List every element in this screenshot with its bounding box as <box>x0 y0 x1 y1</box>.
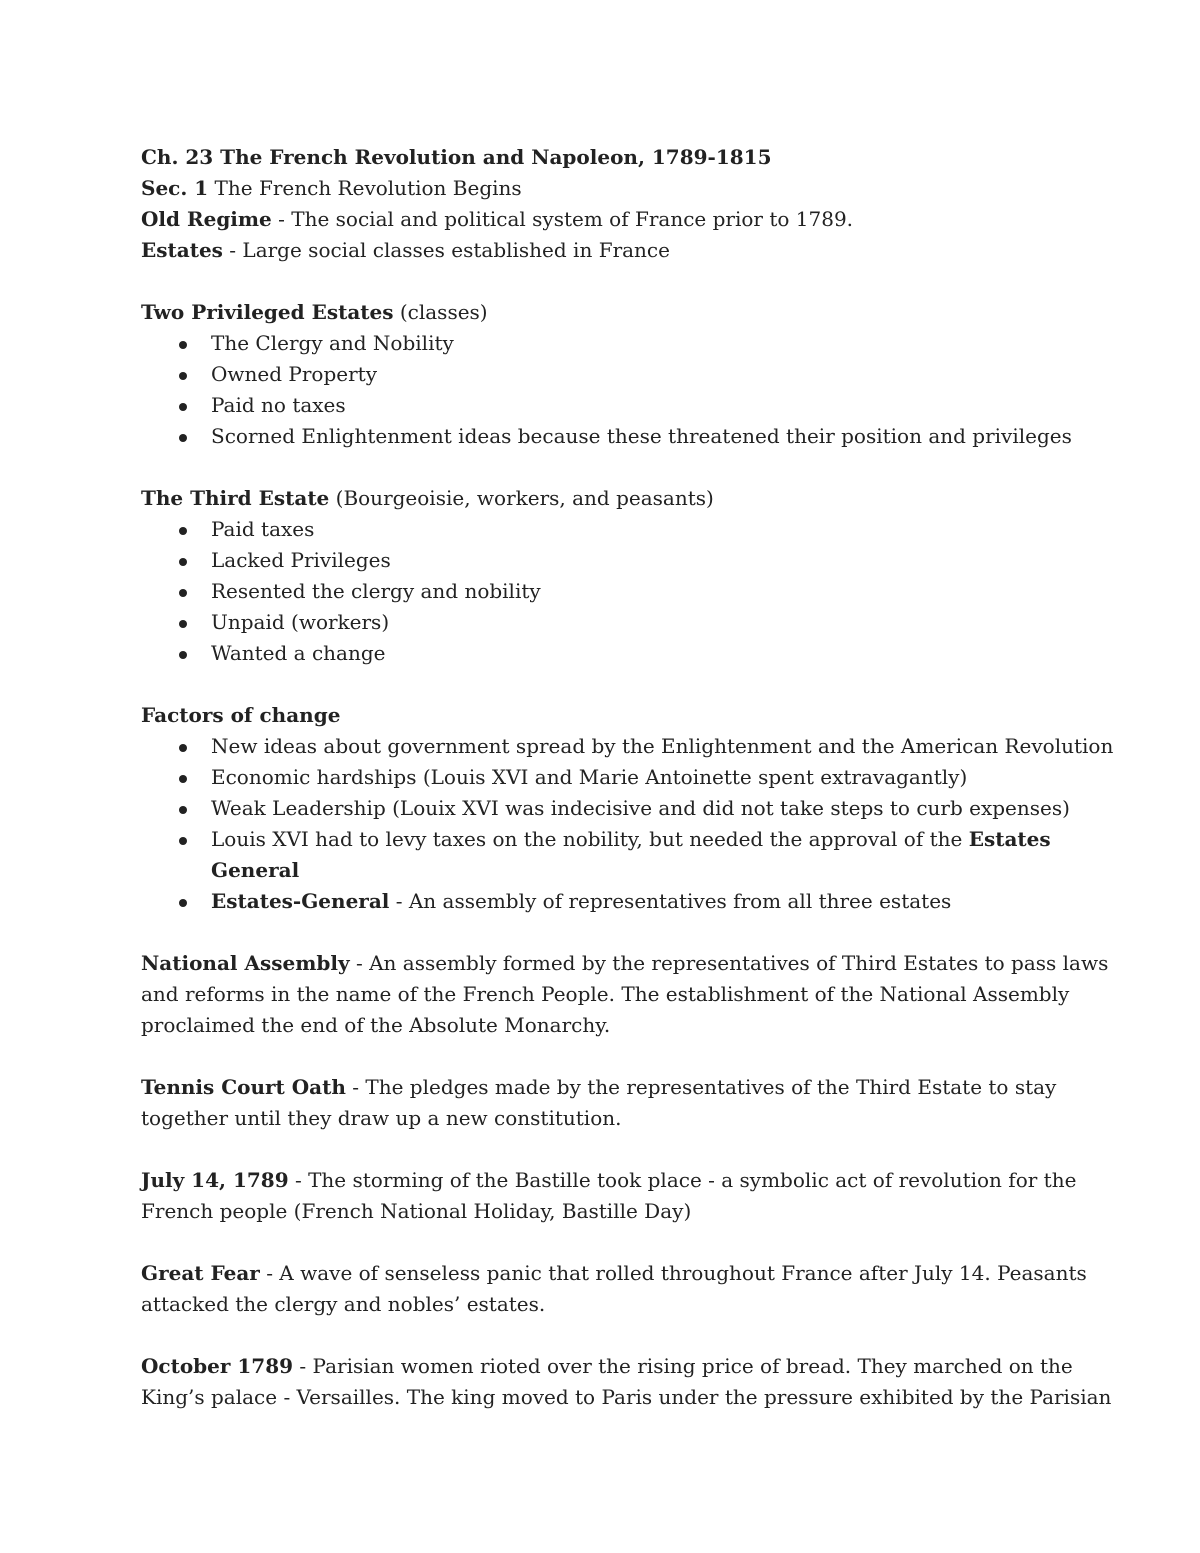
list-item: Unpaid (workers) <box>141 607 1061 638</box>
factors-heading: Factors of change <box>141 703 341 727</box>
spacer <box>141 917 1061 948</box>
great-fear-term: Great Fear <box>141 1261 260 1285</box>
spacer <box>141 1227 1061 1258</box>
great-fear-paragraph: Great Fear - A wave of senseless panic that rolled throughout France after July 14. Peasants attacked the clergy and nobles’ estates. <box>141 1261 1087 1316</box>
list-item: The Clergy and Nobility <box>141 328 1061 359</box>
factors-list <box>141 731 1114 917</box>
section-label: Sec. 1 <box>141 176 209 200</box>
section-text: The French Revolution Begins <box>214 176 522 200</box>
spacer <box>141 1134 1061 1165</box>
privileged-estates-heading: Two Privileged Estates (classes) <box>141 300 488 324</box>
list-item: Paid taxes <box>141 514 1061 545</box>
old-regime-definition: Old Regime - The social and political system of France prior to 1789. <box>141 207 854 231</box>
july-14-paragraph: July 14, 1789 - The storming of the Bastille took place - a symbolic act of revolution for the French people (French National Holiday, Bastille Day) <box>141 1168 1077 1223</box>
list-item: Scorned Enlightenment ideas because these threatened their position and privileges <box>141 421 1061 452</box>
spacer <box>141 452 1061 483</box>
privileged-estates-list <box>141 328 1072 452</box>
third-estate-list <box>141 514 1061 669</box>
list-item: Economic hardships (Louis XVI and Marie Antoinette spent extravagantly) <box>141 762 1061 793</box>
document-body <box>141 142 1114 1413</box>
estates-term: Estates <box>141 238 223 262</box>
list-item: Resented the clergy and nobility <box>141 576 1061 607</box>
october-1789-term: October 1789 <box>141 1354 294 1378</box>
list-item: Louis XVI had to levy taxes on the nobility, but needed the approval of the Estates General <box>141 824 1061 886</box>
national-assembly-paragraph: National Assembly - An assembly formed by the representatives of Third Estates to pass laws and reforms in the name of the French People. The establishment of the National Assembly proclaimed the end of the Absolute Monarchy. <box>141 951 1109 1037</box>
july-14-term: July 14, 1789 <box>141 1168 289 1192</box>
october-1789-paragraph: October 1789 - Parisian women rioted over the rising price of bread. They marched on the King’s palace - Versailles. The king moved to Paris under the pressure exhibited by the Parisian <box>141 1354 1112 1409</box>
list-item: Paid no taxes <box>141 390 1061 421</box>
list-item: Lacked Privileges <box>141 545 1061 576</box>
list-item: Weak Leadership (Louix XVI was indecisive and did not take steps to curb expenses) <box>141 793 1061 824</box>
national-assembly-term: National Assembly <box>141 951 350 975</box>
list-item: Estates-General - An assembly of representatives from all three estates <box>141 886 1061 917</box>
tennis-court-oath-term: Tennis Court Oath <box>141 1075 346 1099</box>
old-regime-term: Old Regime <box>141 207 272 231</box>
tennis-court-oath-paragraph: Tennis Court Oath - The pledges made by the representatives of the Third Estate to stay together until they draw up a new constitution. <box>141 1075 1057 1130</box>
spacer <box>141 1041 1061 1072</box>
list-item: New ideas about government spread by the Enlightenment and the American Revolution <box>141 731 1061 762</box>
third-estate-heading: The Third Estate (Bourgeoisie, workers, and peasants) <box>141 486 714 510</box>
list-item: Owned Property <box>141 359 1061 390</box>
spacer <box>141 669 1061 700</box>
list-item: Wanted a change <box>141 638 1061 669</box>
estates-definition: Estates - Large social classes established in France <box>141 238 670 262</box>
section-heading <box>141 173 1061 204</box>
spacer <box>141 1320 1061 1351</box>
spacer <box>141 266 1061 297</box>
chapter-title: Ch. 23 The French Revolution and Napoleon, 1789-1815 <box>141 145 772 169</box>
